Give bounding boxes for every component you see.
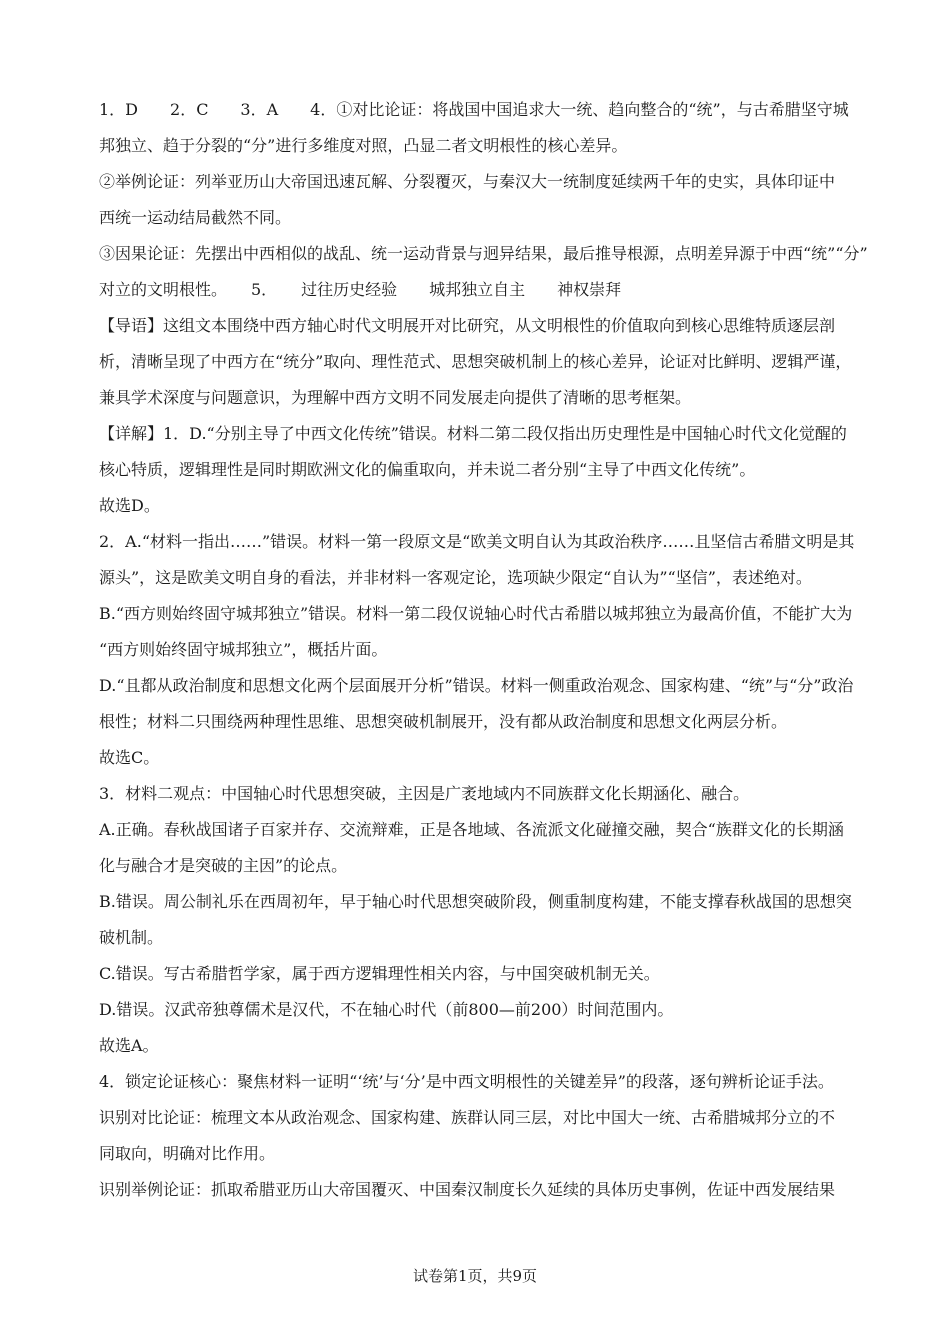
text-line: A.正确。春秋战国诸子百家并存、交流辩难，正是各地域、各流派文化碰撞交融，契合“族群文化的长期涵: [99, 820, 844, 839]
text-line: 核心特质，逻辑理性是同时期欧洲文化的偏重取向，并未说二者分别“主导了中西文化传统”。: [99, 460, 756, 479]
text-line: 源头”，这是欧美文明自身的看法，并非材料一客观定论，选项缺少限定“自认为”“坚信”，表述绝对。: [99, 568, 812, 587]
text-line: B.错误。周公制礼乐在西周初年，早于轴心时代思想突破阶段，侧重制度构建，不能支撑春秋战国的思想突: [99, 892, 852, 911]
text-line: 西统一运动结局截然不同。: [99, 208, 292, 227]
text-line: 故选A。: [99, 1036, 159, 1055]
text-line: 故选D。: [99, 496, 160, 515]
text-line: 【导语】这组文本围绕中西方轴心时代文明展开对比研究，从文明根性的价值取向到核心思维特质逐层剖: [99, 316, 836, 335]
text-line: 1．D 2．C 3．A 4．①对比论证：将战国中国追求大一统、趋向整合的“统”，与古希腊坚守城: [99, 100, 849, 119]
text-line: 4．锁定论证核心：聚焦材料一证明“‘统’与‘分’是中西文明根性的关键差异”的段落，逐句辨析论证手法。: [99, 1072, 834, 1091]
text-line: ③因果论证：先摆出中西相似的战乱、统一运动背景与迥异结果，最后推导根源，点明差异源于中西“统”“分”: [99, 244, 868, 263]
text-line: 同取向，明确对比作用。: [99, 1144, 276, 1163]
text-line: 兼具学术深度与问题意识，为理解中西方文明不同发展走向提供了清晰的思考框架。: [99, 388, 692, 407]
text-line: D.错误。汉武帝独尊儒术是汉代，不在轴心时代（前800—前200）时间范围内。: [99, 1000, 674, 1019]
text-line: 破机制。: [99, 928, 164, 947]
text-line: 化与融合才是突破的主因”的论点。: [99, 856, 348, 875]
text-line: D.“且都从政治制度和思想文化两个层面展开分析”错误。材料一侧重政治观念、国家构建、“统”与“分”政治: [99, 676, 854, 695]
text-line: “西方则始终固守城邦独立”，概括片面。: [99, 640, 388, 659]
text-line: 识别对比论证：梳理文本从政治观念、国家构建、族群认同三层，对比中国大一统、古希腊城邦分立的不: [99, 1108, 836, 1127]
text-line: 邦独立、趋于分裂的“分”进行多维度对照，凸显二者文明根性的核心差异。: [99, 136, 628, 155]
text-line: 识别举例论证：抓取希腊亚历山大帝国覆灭、中国秦汉制度长久延续的具体历史事例，佐证中西发展结果: [99, 1180, 836, 1199]
text-line: 析，清晰呈现了中西方在“统分”取向、理性范式、思想突破机制上的核心差异，论证对比鲜明、逻辑严谨，: [99, 352, 852, 371]
text-line: 故选C。: [99, 748, 160, 767]
text-line: C.错误。写古希腊哲学家，属于西方逻辑理性相关内容，与中国突破机制无关。: [99, 964, 660, 983]
text-line: 对立的文明根性。 5． 过往历史经验 城邦独立自主 神权崇拜: [99, 280, 622, 299]
text-line: 3．材料二观点：中国轴心时代思想突破，主因是广袤地域内不同族群文化长期涵化、融合。: [99, 784, 750, 803]
text-line: 【详解】1．D.“分别主导了中西文化传统”错误。材料二第二段仅指出历史理性是中国轴心时代文化觉醒的: [99, 424, 847, 443]
text-line: 根性；材料二只围绕两种理性思维、思想突破机制展开，没有都从政治制度和思想文化两层分析。: [99, 712, 788, 731]
text-line: B.“西方则始终固守城邦独立”错误。材料一第二段仅说轴心时代古希腊以城邦独立为最高价值，不能扩大为: [99, 604, 853, 623]
answer-sheet-body: [99, 92, 869, 1208]
text-line: ②举例论证：列举亚历山大帝国迅速瓦解、分裂覆灭，与秦汉大一统制度延续两千年的史实，具体印证中: [99, 172, 836, 191]
page-footer: 试卷第1页，共9页: [412, 1267, 538, 1285]
text-line: 2．A.“材料一指出……”错误。材料一第一段原文是“欧美文明自认为其政治秩序……且坚信古希腊文明是其: [99, 532, 855, 551]
